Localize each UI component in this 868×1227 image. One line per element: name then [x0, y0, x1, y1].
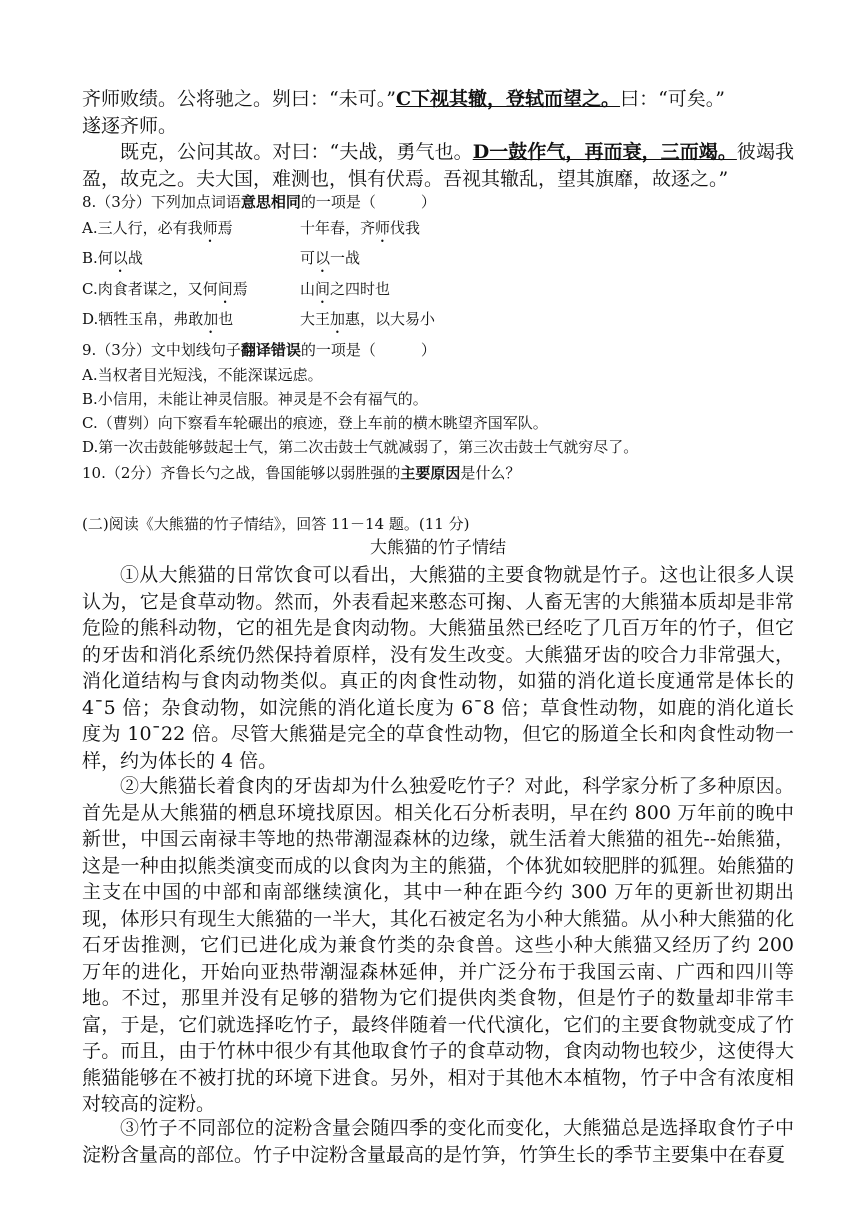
dotted-word: 以 [112, 249, 128, 267]
q9-option-b: B.小信用，未能让神灵信服。神灵是不会有福气的。 [82, 390, 428, 408]
passage-text: 彼竭我盈，故克之。夫大国，难测也，惧有伏焉。吾视其辙乱，望其旗靡，故逐之。” [82, 141, 794, 190]
exam-page: 齐师败绩。公将驰之。刿曰：“未可。”C下视其辙，登轼而望之。曰：“可矣。” 遂逐齐师。 既克，公问其故。对曰：“夫战，勇气也。D一鼓作气，再而衰，三而竭。彼竭我盈，故克之。夫大国，难测也，惧有伏焉。吾视其辙乱，望其旗靡，故逐之。” 8.（3分）下列加点词语意思相同的一项是（ ） A.三人行，必有我师焉 十年春，齐师伐我 B.何以战 可以一战 C.肉食者谋之，又何间焉 山间之四时也 D.牺牲玉帛，弗敢加也 大王加惠，以大易小 9.（3分）文中划线句子翻译错误的一项是（ ） A.当权者目光短浅，不能深谋远虑。 B.小信用，未能让神灵信服。神灵是不会有福气的。 C.（曹刿）向下察看车轮碾出的痕迹，登上车前的横木眺望齐国军队。 D.第一次击鼓能够鼓起士气，第二次击鼓士气就减弱了，第三次击鼓士气就穷尽了。 10.（2分）齐鲁长勺之战，鲁国能够以弱胜强的主要原因是什么？ (二)阅读《大熊猫的竹子情结》，回答 11－14 题。(11 分) 大熊猫的竹子情结 ①从大熊猫的日常饮食可以看出，大熊猫的主要食物就是竹子。这也让很多人误认为，它是食草动物。然而，外表看起来憨态可掬、人畜无害的大熊猫本质却是非常危险的熊科动物，它的祖先是食肉动物。大熊猫虽然已经吃了几百万年的竹子，但它的牙齿和消化系统仍然保持着原样，没有发生改变。大熊猫牙齿的咬合力非常强大，消化道结构与食肉动物类似。真正的肉食性动物，如猫的消化道长度通常是体长的 4¯5 倍；杂食动物，如浣熊的消化道长度为 6¯8 倍；草食性动物，如鹿的消化道长度为 10¯22 倍。尽管大熊猫是完全的草食性动物，但它的肠道全长和肉食性动物一样，约为体长的 4 倍。 ②大熊猫长着食肉的牙齿却为什么独爱吃竹子？对此，科学家分析了多种原因。首先是从大熊猫的栖息环境找原因。相关化石分析表明，早在约 800 万年前的晚中新世，中国云南禄丰等地的热带潮湿森林的边缘，就生活着大熊猫的祖先--始熊猫，这是一种由拟熊类演变而成的以食肉为主的熊猫，个体犹如较肥胖的狐狸。始熊猫的主支在中国的中部和南部继续演化，其中一种在距今约 300 万年的更新世初期出现，体形只有现生大熊猫的一半大，其化石被定名为小种大熊猫。从小种大熊猫的化石牙齿推测，它们已进化成为兼食竹类的杂食兽。这些小种大熊猫又经历了约 200 万年的进化，开始向亚热带潮湿森林延伸，并广泛分布于我国云南、广西和四川等地。不过，那里并没有足够的猎物为它们提供肉类食物，但是竹子的数量却非常丰富，于是，它们就选择吃竹子，最终伴随着一代代演化，它们的主要食物就变成了竹子。而且，由于竹林中很少有其他取食竹子的食草动物，食肉动物也较少，这使得大熊猫能够在不被打扰的环境下进食。另外，相对于其他木本植物，竹子中含有浓度相对较高的淀粉。 ③竹子不同部位的淀粉含量会随四季的变化而变化，大熊猫总是选择取食竹子中淀粉含量高的部位。竹子中淀粉含量最高的是竹笋，竹笋生长的季节主要集中在春夏 [0, 0, 868, 1227]
dotted-word: 加 [330, 310, 346, 328]
emphasis-text: 主要原因 [400, 464, 461, 482]
passage-line-1 [82, 86, 794, 113]
dotted-word: 师 [202, 219, 218, 237]
underlined-sentence-c: C下视其辙，登轼而望之。 [395, 88, 621, 110]
q9-option-a: A.当权者目光短浅，不能深谋远虑。 [82, 366, 323, 384]
passage-text: 齐师败绩。公将驰之。刿曰：“未可。” [82, 88, 396, 110]
passage-top [82, 86, 794, 192]
dotted-word: 间 [315, 280, 331, 298]
q9-option-c: C.（曹刿）向下察看车轮碾出的痕迹，登上车前的横木眺望齐国军队。 [82, 414, 548, 432]
question-8-stem: 8.（3分）下列加点词语意思相同的一项是（ ） [82, 193, 436, 211]
article-paragraph-1: ①从大熊猫的日常饮食可以看出，大熊猫的主要食物就是竹子。这也让很多人误认为，它是食草动物。然而，外表看起来憨态可掬、人畜无害的大熊猫本质却是非常危险的熊科动物，它的祖先是食肉动物。大熊猫虽然已经吃了几百万年的竹子，但它的牙齿和消化系统仍然保持着原样，没有发生改变。大熊猫牙齿的咬合力非常强大，消化道结构与食肉动物类似。真正的肉食性动物，如猫的消化道长度通常是体长的 4¯5 倍；杂食动物，如浣熊的消化道长度为 6¯8 倍；草食性动物，如鹿的消化道长度为 10¯22 倍。尽管大熊猫是完全的草食性动物，但它的肠道全长和肉食性动物一样，约为体长的 4 倍。 [82, 564, 794, 772]
article-paragraph-2: ②大熊猫长着食肉的牙齿却为什么独爱吃竹子？对此，科学家分析了多种原因。首先是从大熊猫的栖息环境找原因。相关化石分析表明，早在约 800 万年前的晚中新世，中国云南禄丰等地的热带潮湿森林的边缘，就生活着大熊猫的祖先--始熊猫，这是一种由拟熊类演变而成的以食肉为主的熊猫，个体犹如较肥胖的狐狸。始熊猫的主支在中国的中部和南部继续演化，其中一种在距今约 300 万年的更新世初期出现，体形只有现生大熊猫的一半大，其化石被定名为小种大熊猫。从小种大熊猫的化石牙齿推测，它们已进化成为兼食竹类的杂食兽。这些小种大熊猫又经历了约 200 万年的进化，开始向亚热带潮湿森林延伸，并广泛分布于我国云南、广西和四川等地。不过，那里并没有足够的猎物为它们提供肉类食物，但是竹子的数量却非常丰富，于是，它们就选择吃竹子，最终伴随着一代代演化，它们的主要食物就变成了竹子。而且，由于竹林中很少有其他取食竹子的食草动物，食肉动物也较少，这使得大熊猫能够在不被打扰的环境下进食。另外，相对于其他木本植物，竹子中含有浓度相对较高的淀粉。 [82, 775, 794, 1115]
dotted-word: 以 [315, 249, 331, 267]
question-10: 10.（2分）齐鲁长勺之战，鲁国能够以弱胜强的主要原因是什么？ [82, 464, 521, 482]
passage-para-2 [82, 139, 794, 192]
emphasis-text: 翻译错误 [240, 341, 301, 359]
dotted-word: 加 [203, 310, 219, 328]
dotted-word: 间 [217, 280, 233, 298]
passage-text: 曰：“可矣。” [620, 88, 725, 110]
q9-option-d: D.第一次击鼓能够鼓起士气，第二次击鼓士气就减弱了，第三次击鼓士气就穷尽了。 [82, 438, 639, 456]
article-paragraph-3: ③竹子不同部位的淀粉含量会随四季的变化而变化，大熊猫总是选择取食竹子中淀粉含量高的部位。竹子中淀粉含量最高的是竹笋，竹笋生长的季节主要集中在春夏 [82, 1117, 794, 1166]
passage-text: 既克，公问其故。对曰：“夫战，勇气也。 [120, 141, 473, 163]
underlined-sentence-d: D一鼓作气，再而衰，三而竭。 [472, 141, 737, 163]
article-title: 大熊猫的竹子情结 [370, 538, 506, 558]
dotted-word: 师 [375, 219, 391, 237]
passage-line-2: 遂逐齐师。 [82, 114, 178, 137]
emphasis-text: 意思相同 [240, 193, 301, 211]
question-9-stem: 9.（3分）文中划线句子翻译错误的一项是（ ） [82, 341, 436, 359]
section-heading: (二)阅读《大熊猫的竹子情结》，回答 11－14 题。(11 分) [82, 515, 470, 533]
